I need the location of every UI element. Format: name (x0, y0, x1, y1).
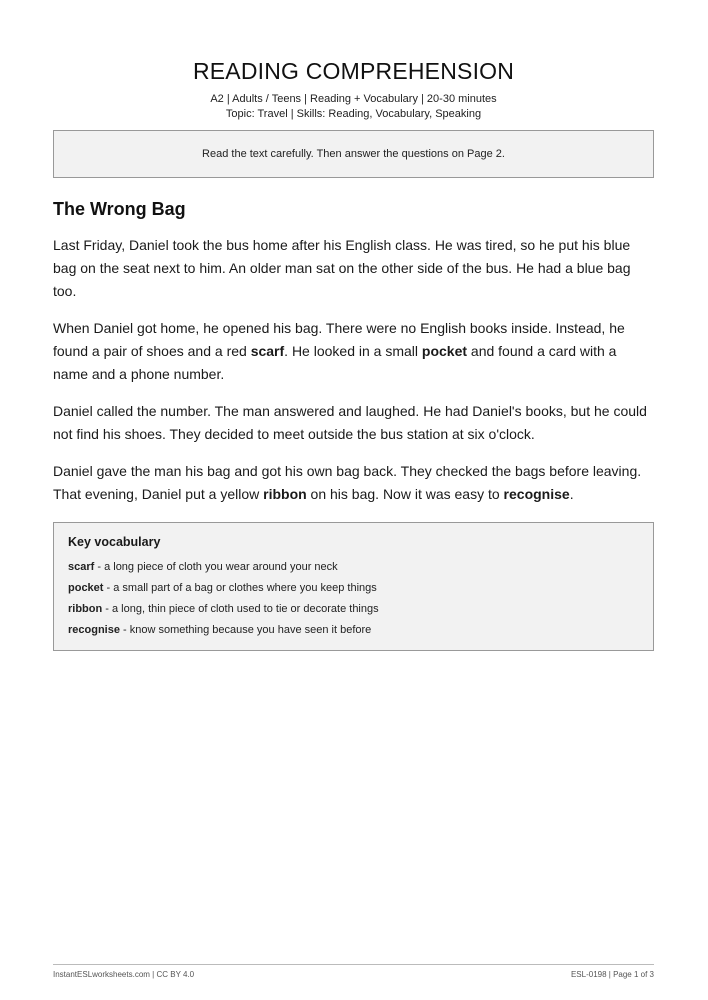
vocabulary-word: ribbon (68, 603, 103, 615)
story-paragraph-3: Daniel called the number. The man answered and laughed. He had Daniel's books, but he could not find his shoes. They decided to meet outside the bus station at six o'clock. (53, 403, 647, 442)
vocabulary-heading: Key vocabulary (68, 535, 161, 549)
vocabulary-definition: - know something because you have seen it before (119, 624, 372, 636)
footer-page-number: ESL-0198 | Page 1 of 3 (570, 970, 654, 979)
vocabulary-definition: - a small part of a bag or clothes where you keep things (103, 582, 377, 594)
story-paragraph-1: Last Friday, Daniel took the bus home after his English class. He was tired, so he put his blue bag on the seat next to him. An older man sat on the other side of the bus. He had a blue bag too. (53, 237, 631, 299)
key-vocabulary-box (53, 522, 654, 651)
paragraph-text: on his bag. Now it was easy to (306, 486, 504, 502)
vocabulary-word: pocket (68, 582, 104, 594)
vocabulary-item (68, 599, 639, 620)
vocab-word-ribbon: ribbon (263, 486, 307, 502)
vocab-word-scarf: scarf (250, 343, 285, 359)
vocabulary-item (68, 578, 639, 599)
story-paragraph-2 (53, 317, 654, 386)
vocabulary-item (68, 620, 639, 641)
page-title: READING COMPREHENSION (192, 58, 515, 84)
story-paragraph-4 (53, 460, 654, 506)
vocab-word-recognise: recognise (503, 486, 570, 502)
meta-topic-line: Topic: Travel | Skills: Reading, Vocabulary, Speaking (225, 108, 482, 120)
paragraph-text: When Daniel got home, he opened his bag. There were no English books inside. Instead, he found a pair of shoes and a red (53, 320, 625, 359)
worksheet-meta (53, 92, 654, 122)
footer-source: InstantESLworksheets.com | CC BY 4.0 (53, 970, 195, 979)
vocabulary-definition: - a long piece of cloth you wear around your neck (94, 561, 338, 573)
paragraph-text: and found a card with a name and a phone number. (53, 343, 617, 382)
paragraph-text: . (569, 486, 574, 502)
vocabulary-word: recognise (68, 624, 120, 636)
vocab-word-pocket: pocket (421, 343, 468, 359)
meta-level-line: A2 | Adults / Teens | Reading + Vocabulary | 20-30 minutes (210, 93, 497, 105)
worksheet-page (53, 0, 654, 651)
vocabulary-item (68, 557, 639, 578)
instructions-box (53, 130, 654, 178)
instructions-text: Read the text carefully. Then answer the questions on Page 2. (202, 148, 505, 160)
vocabulary-definition: - a long, thin piece of cloth used to tie or decorate things (102, 603, 379, 615)
paragraph-text: . He looked in a small (284, 343, 422, 359)
vocabulary-word: scarf (68, 561, 95, 573)
page-footer (53, 964, 654, 979)
story-title: The Wrong Bag (53, 199, 186, 219)
paragraph-text: Daniel gave the man his bag and got his own bag back. They checked the bags before leaving. That evening, Daniel put a yellow (53, 463, 642, 502)
